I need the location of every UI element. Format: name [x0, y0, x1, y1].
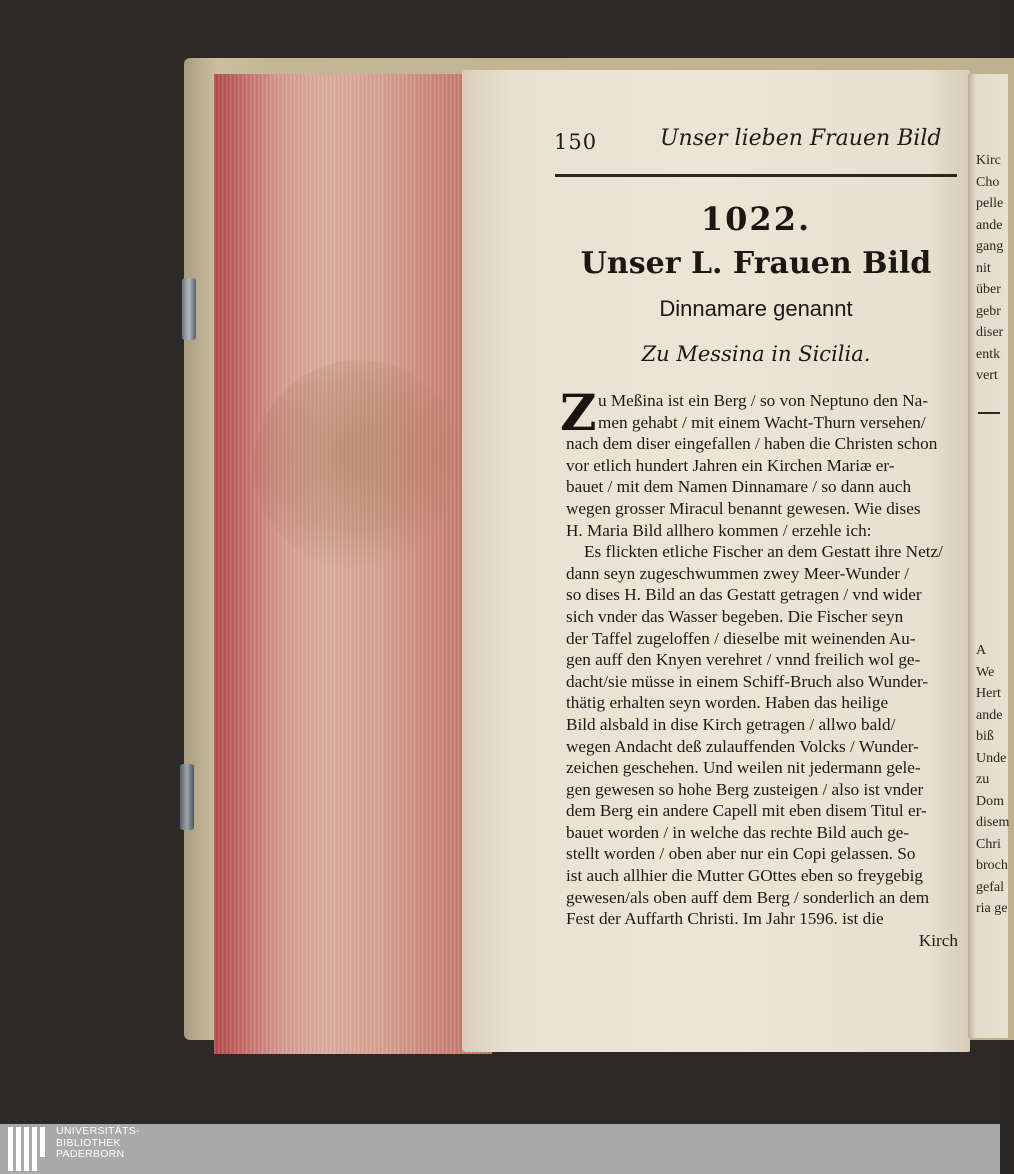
body-text	[566, 390, 962, 951]
next-page-fragment: zu	[976, 772, 990, 787]
next-page-fragment: Cho	[976, 174, 1000, 190]
entry-title: Unser L. Frauen Bild	[580, 246, 932, 281]
drop-cap: Z	[560, 383, 597, 442]
next-page-text-top	[976, 150, 1008, 387]
running-head	[554, 126, 956, 160]
body-line: Es flickten etliche Fischer an dem Gestatt ihre Netz/	[584, 542, 943, 562]
body-line: gen gewesen so hohe Berg zusteigen / also ist vnder	[566, 779, 924, 799]
body-line: vor etlich hundert Jahren ein Kirchen Mariæ er-	[566, 455, 895, 475]
body-line: gen auff den Knyen verehret / vnnd freilich wol ge-	[566, 650, 921, 670]
library-name-line3: PADERBORN	[56, 1148, 125, 1160]
next-page-fragment: gang	[976, 239, 1004, 254]
body-line: u Meßina ist ein Berg / so von Neptuno den Na-	[598, 391, 929, 410]
body-line: der Taffel zugeloffen / dieselbe mit weinenden Au-	[566, 628, 916, 648]
next-page-fragment: nit	[976, 260, 991, 276]
library-name-line2: BIBLIOTHEK	[56, 1136, 121, 1149]
body-line: zeichen geschehen. Und weilen nit jedermann gele-	[566, 758, 921, 778]
body-line: stellt worden / oben aber nur ein Copi gelassen. So	[566, 844, 916, 864]
body-line: bauet worden / in welche das rechte Bild auch ge-	[566, 822, 910, 842]
next-page-fragment: A	[976, 643, 987, 658]
next-page-text-bottom	[976, 640, 1008, 920]
next-page-fragment: biß	[976, 729, 994, 744]
water-stain	[254, 360, 464, 570]
next-page-fragment: ria ge	[976, 901, 1008, 916]
next-page-fragment: pelle	[976, 196, 1004, 211]
next-page-fragment: ande	[976, 217, 1003, 233]
next-page-fragment: disem	[976, 815, 1010, 830]
entry-location: Zu Messina in Sicilia.	[641, 342, 871, 366]
body-line: H. Maria Bild allhero kommen / erzehle ich:	[566, 520, 872, 540]
next-page-fragment: broch	[976, 858, 1008, 873]
clasp-top	[182, 278, 196, 340]
body-line: dann seyn zugeschwummen zwey Meer-Wunder /	[566, 563, 910, 583]
library-name	[56, 1126, 140, 1161]
running-title: Unser lieben Frauen Bild	[660, 126, 942, 151]
header-rule	[555, 174, 957, 177]
body-line: wegen Andacht deß zulauffenden Volcks / Wunder-	[566, 736, 919, 756]
body-line: so dises H. Bild an das Gestatt getragen / vnd wider	[566, 585, 922, 605]
next-page-rule	[978, 412, 1000, 414]
body-line: dacht/sie müsse in einem Schiff-Bruch also Wunder-	[566, 671, 929, 691]
next-page-fragment: gefal	[976, 879, 1004, 895]
library-name-line1: UNIVERSITÄTS-	[56, 1125, 140, 1137]
next-page-fragment: ande	[976, 707, 1003, 723]
body-line: men gehabt / mit einem Wacht-Thurn versehen/	[598, 412, 926, 432]
next-page-fragment: Chri	[976, 836, 1001, 852]
body-line: Fest der Auffarth Christi. Im Jahr 1596. ist die	[566, 909, 884, 929]
next-page-fragment: We	[976, 664, 995, 680]
body-line: Bild alsbald in dise Kirch getragen / allwo bald/	[566, 714, 896, 734]
body-line: thätig erhalten seyn worden. Haben das heilige	[566, 693, 889, 713]
body-line: sich vnder das Wasser begeben. Die Fischer seyn	[566, 606, 904, 626]
body-line: ist auch allhier die Mutter GOttes eben so freygebig	[566, 866, 924, 886]
body-line: dem Berg ein andere Capell mit eben disem Titul er-	[566, 801, 927, 821]
next-page-fragment: Dom	[976, 793, 1004, 809]
library-logo-icon	[8, 1127, 48, 1171]
next-page-fragment: diser	[976, 325, 1004, 340]
next-page-fragment: entk	[976, 346, 1001, 362]
entry-number: 1022.	[700, 200, 812, 238]
next-page-fragment: über	[976, 282, 1001, 297]
next-page-fragment: vert	[976, 368, 998, 383]
body-line: nach dem diser eingefallen / haben die Christen schon	[566, 434, 938, 454]
body-line: bauet / mit dem Namen Dinnamare / so dann auch	[566, 477, 912, 497]
next-page-fragment: Kirc	[976, 153, 1001, 168]
clasp-bottom	[180, 764, 194, 830]
next-page-fragment: Hert	[976, 686, 1001, 701]
body-line: gewesen/als oben auff dem Berg / sonderlich an dem	[566, 887, 930, 907]
footer-bar	[0, 1124, 1000, 1174]
next-page-fragment: Unde	[976, 750, 1007, 766]
body-line: Kirch	[918, 930, 958, 950]
body-line: wegen grosser Miracul benannt gewesen. Wie dises	[566, 498, 921, 518]
entry-subtitle: Dinnamare genannt	[659, 296, 853, 321]
next-page-fragment: gebr	[976, 303, 1001, 319]
page-number: 150	[554, 130, 598, 154]
